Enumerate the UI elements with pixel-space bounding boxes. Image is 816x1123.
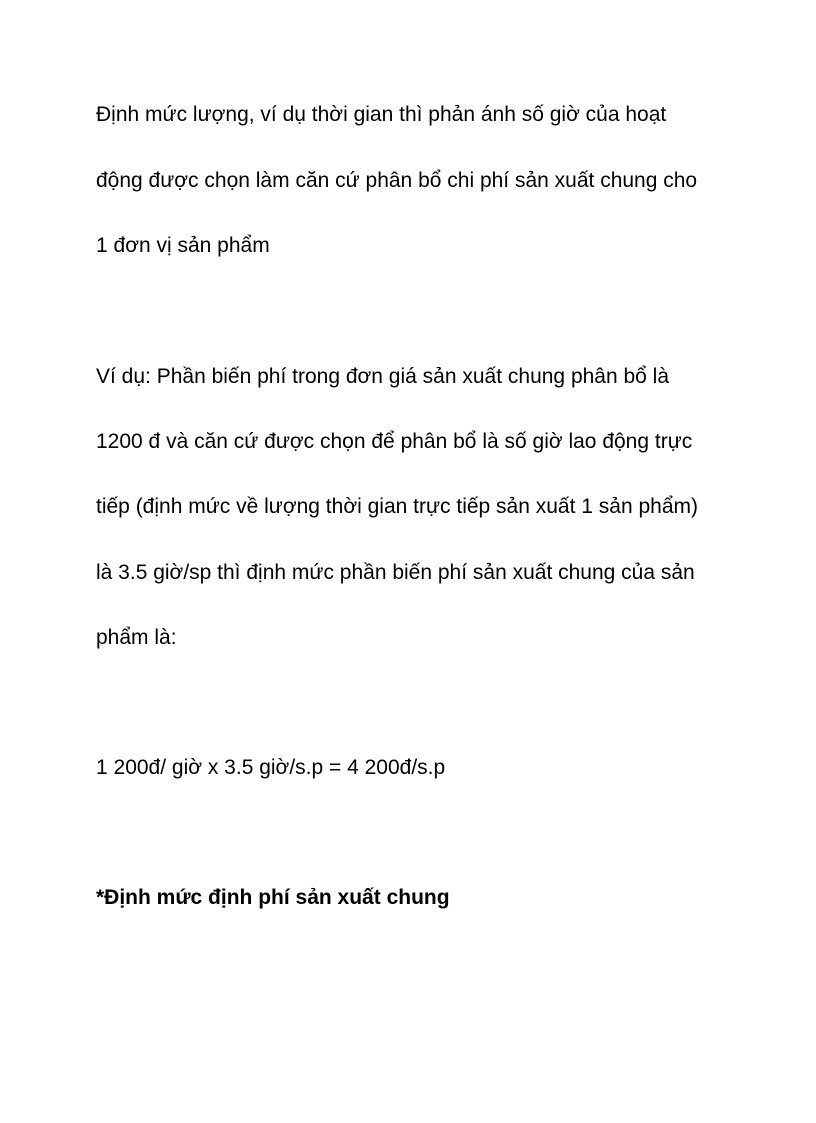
paragraph-2-line-2: 1200 đ và căn cứ được chọn để phân bổ là số giờ lao động trực — [96, 430, 693, 453]
section-heading: *Định mức định phí sản xuất chung — [96, 886, 450, 909]
paragraph-1-line-1: Định mức lượng, ví dụ thời gian thì phản ánh số giờ của hoạt — [96, 103, 667, 126]
formula-line: 1 200đ/ giờ x 3.5 giờ/s.p = 4 200đ/s.p — [96, 756, 446, 779]
paragraph-1-line-2: động được chọn làm căn cứ phân bổ chi phí sản xuất chung cho — [96, 169, 698, 192]
paragraph-2-line-3: tiếp (định mức về lượng thời gian trực tiếp sản xuất 1 sản phẩm) — [96, 495, 698, 518]
paragraph-2-line-4: là 3.5 giờ/sp thì định mức phần biến phí sản xuất chung của sản — [96, 561, 695, 584]
paragraph-1-line-3: 1 đơn vị sản phẩm — [96, 234, 270, 257]
paragraph-2-line-5: phẩm là: — [96, 626, 177, 649]
paragraph-2-line-1: Ví dụ: Phần biến phí trong đơn giá sản xuất chung phân bổ là — [96, 365, 670, 388]
